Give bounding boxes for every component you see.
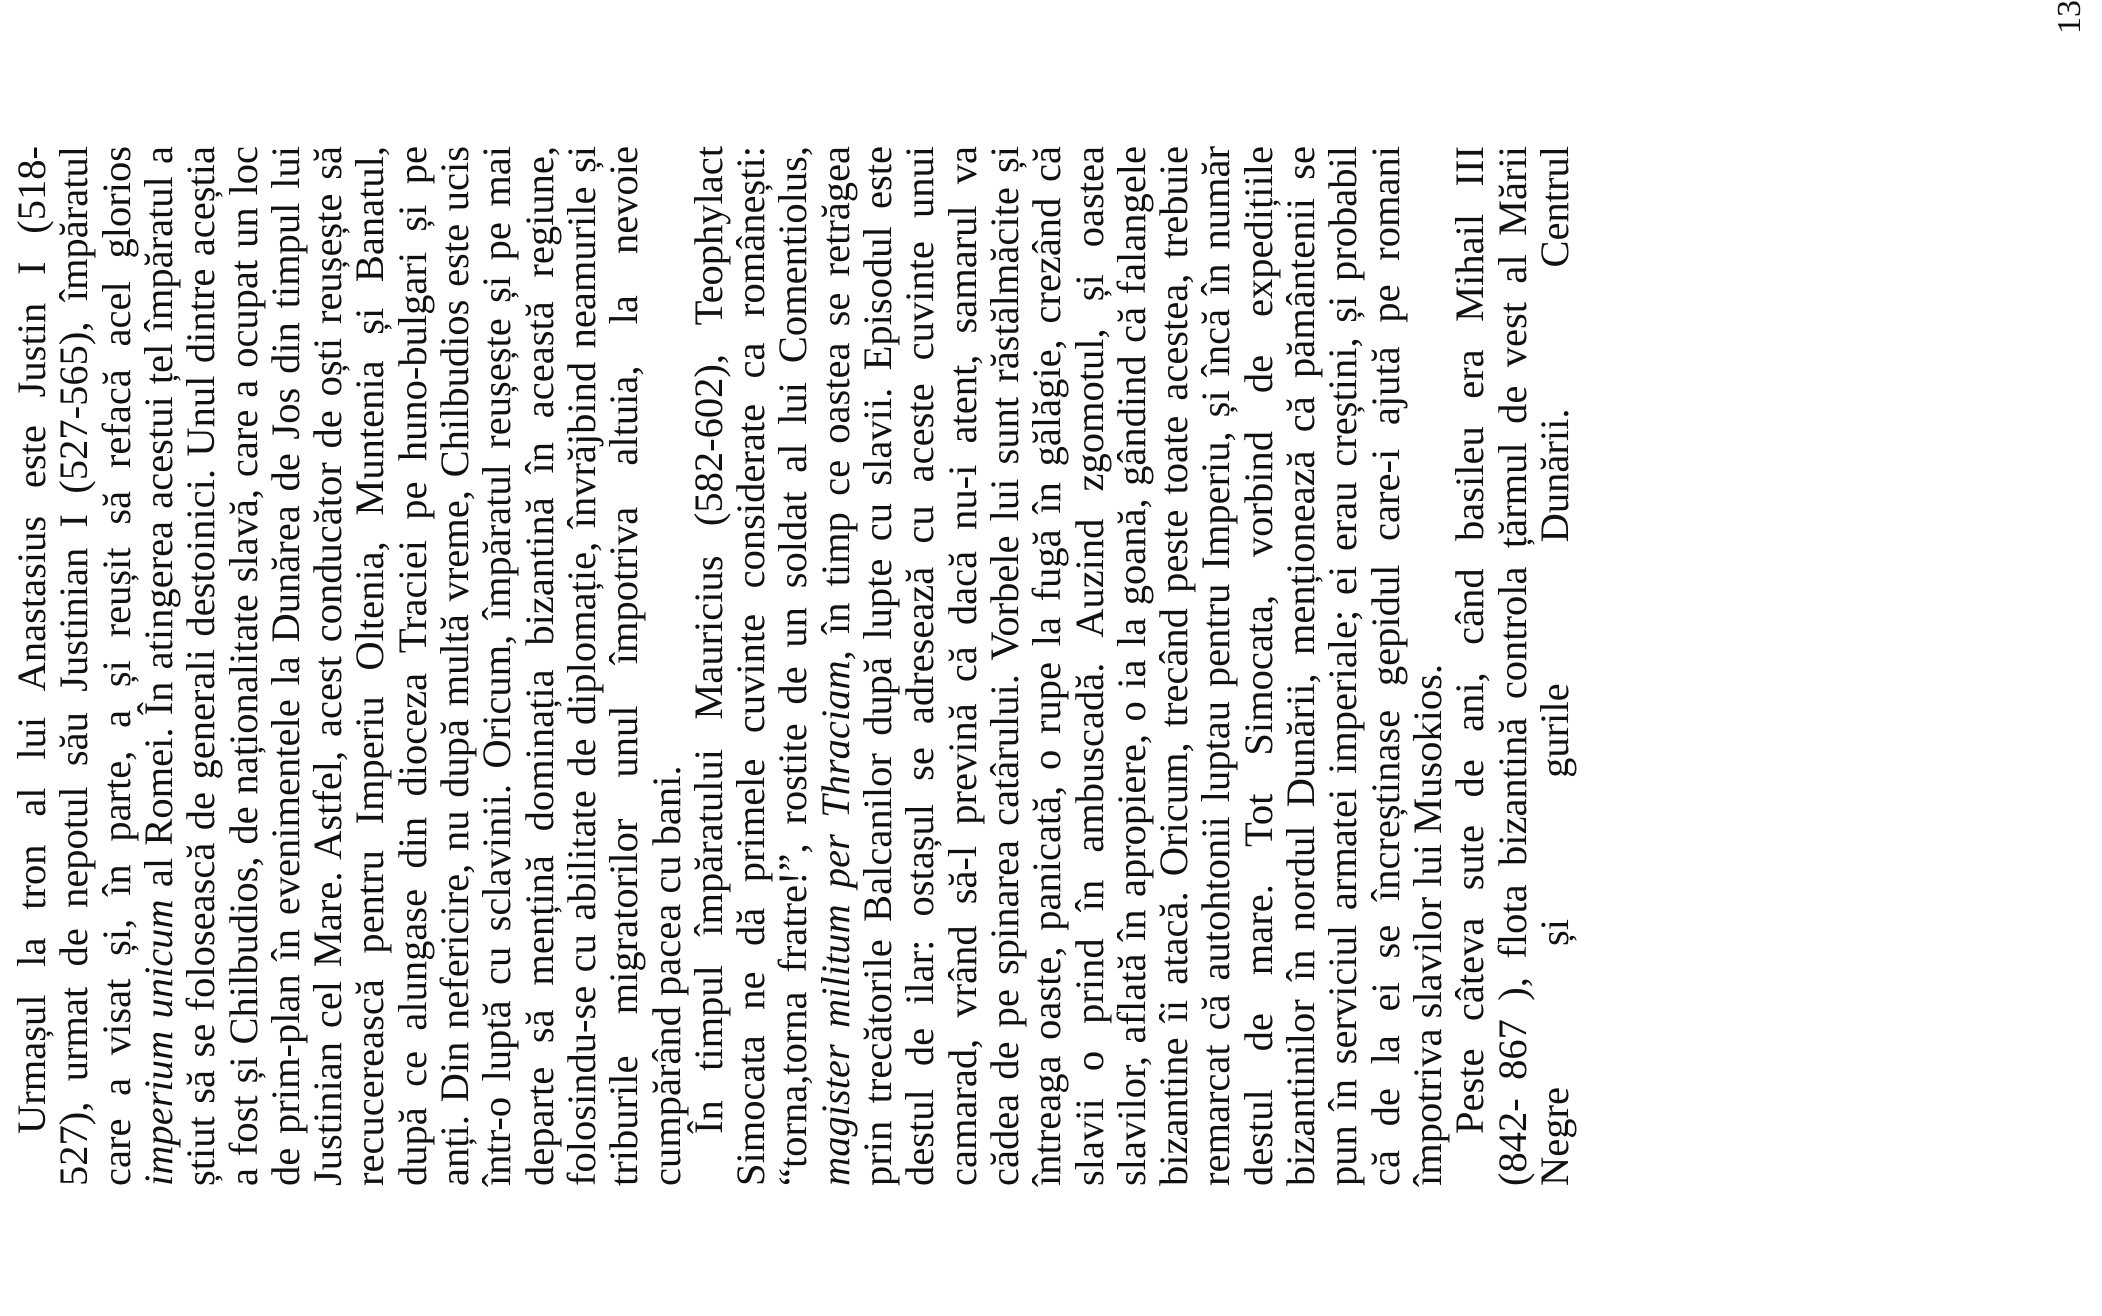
text-line — [1150, 146, 1198, 1186]
line-text: (842- 867 ), flota bizantină controla țărmul de vest al Mării — [1489, 146, 1535, 1186]
line-text: “torna,torna fratre!”, rostite de un soldat al lui Comentiolus, — [770, 146, 816, 1186]
text-line — [1235, 146, 1283, 1186]
text-line — [1531, 146, 1579, 1186]
line-text: a fost și Chilbudios, de naționalitate slavă, care a ocupat un loc — [220, 146, 266, 1186]
line-text: camarad, vrând să-l prevină că dacă nu-i atent, samarul va — [939, 146, 985, 1186]
text-line — [812, 146, 860, 1186]
text-line — [939, 146, 987, 1186]
line-text: Peste câteva sute de ani, când basileu era Mihail III — [1447, 146, 1493, 1134]
text-line — [685, 146, 733, 1134]
text-line — [431, 146, 479, 1186]
line-text: al Romei. În atingerea acestui țel împăratul a — [135, 146, 181, 900]
line-text: cumpărând pacea cu bani. — [643, 765, 689, 1186]
text-line — [177, 146, 225, 1186]
text-line — [769, 146, 817, 1186]
italic-term: magister militum per Thraciam — [812, 660, 858, 1186]
text-line — [1277, 146, 1325, 1186]
line-text: care a visat și, în parte, a și reușit să refacă acel glorios — [93, 146, 139, 1186]
text-line — [981, 146, 1029, 1186]
line-text: întreaga oaste, panicată, o rupe la fugă în gălăgie, crezând că — [1024, 146, 1070, 1186]
line-text: Urmașul la tron al lui Anastasius este Justin I (518- — [9, 146, 54, 1134]
line-text: pun în serviciul armatei imperiale; ei erau creștini, și probabil — [1320, 146, 1366, 1186]
text-line — [1446, 146, 1494, 1134]
line-text: remarcat că autohtonii luptau pentru Imperiu, și încă în număr — [1193, 146, 1239, 1186]
italic-term: imperium unicum — [135, 899, 181, 1186]
line-text: bizantinilor în nordul Dunării, menționează că pământenii se — [1278, 146, 1323, 1186]
line-text: după ce alungase din dioceza Traciei pe huno-bulgari și pe — [389, 146, 435, 1186]
line-text: slavii o prind în ambuscadă. Auzind zgomotul, și oastea — [1066, 146, 1112, 1186]
text-line — [93, 146, 141, 1186]
line-text: destul de mare. Tot Simocata, vorbind de expedițiile — [1235, 146, 1281, 1186]
text-line — [516, 146, 564, 1186]
text-line — [1192, 146, 1240, 1186]
line-text: Negre și gurile Dunării. Centrul — [1531, 146, 1577, 1186]
line-text: slavilor, aflată în apropiere, o ia la goană, gândind că falangele — [1108, 146, 1154, 1186]
line-text: triburile migratorilor unul împotriva altuia, la nevoie — [601, 146, 647, 1186]
text-line — [1319, 146, 1367, 1186]
line-text: 527), urmat de nepotul său Justinian I (527-565), împăratul — [51, 146, 97, 1186]
text-line — [1362, 146, 1410, 1186]
text-line — [896, 146, 944, 1186]
text-line — [643, 146, 691, 1186]
text-line — [389, 146, 437, 1186]
text-line — [50, 146, 98, 1186]
text-line — [304, 146, 352, 1186]
line-text: de prim-plan în evenimentele la Dunărea de Jos din timpul lui — [262, 146, 308, 1186]
line-text: împotriva slavilor lui Musokios. — [1404, 664, 1450, 1186]
text-line — [558, 146, 606, 1186]
text-line — [854, 146, 902, 1186]
line-text: destul de ilar: ostașul se adresează cu aceste cuvinte unui — [897, 146, 943, 1186]
line-text: bizantine îi atacă. Oricum, trecând peste toate acestea, trebuie — [1151, 146, 1197, 1186]
text-line — [1404, 146, 1452, 1186]
line-text: știut să se folosească de generali destoinici. Unul dintre aceștia — [178, 146, 224, 1186]
text-line — [1023, 146, 1071, 1186]
line-text: că de la ei se încreștinase gepidul care-i ajută pe romani — [1362, 146, 1408, 1186]
text-line — [220, 146, 268, 1186]
page-number: 13 — [2051, 0, 2088, 34]
line-text: folosindu-se cu abilitate de diplomație, învrăjbind neamurile și — [558, 146, 604, 1186]
line-text: departe să mențină dominația bizantină în această regiune, — [516, 146, 562, 1186]
text-line — [1489, 146, 1537, 1186]
text-line — [346, 146, 394, 1186]
text-line — [727, 146, 775, 1186]
line-text: într-o luptă cu sclavinii. Oricum, împăratul reușește și pe mai — [474, 146, 520, 1186]
line-text: prin trecătorile Balcanilor după lupte cu slavii. Episodul este — [855, 146, 900, 1186]
text-line — [1108, 146, 1156, 1186]
line-text: cădea de pe spinarea catârului. Vorbele lui sunt răstălmăcite și — [981, 146, 1027, 1186]
line-text: anți. Din nefericire, nu după multă vreme, Chilbudios este ucis — [432, 146, 477, 1186]
text-line — [8, 146, 56, 1134]
text-line — [135, 146, 183, 1186]
line-text: Simocata ne dă primele cuvinte considerate ca românești: — [728, 146, 774, 1186]
line-text: Justinian cel Mare. Astfel, acest conducător de oști reușește să — [305, 146, 351, 1186]
text-line — [1066, 146, 1114, 1186]
text-line — [473, 146, 521, 1186]
line-text: recucerească pentru Imperiu Oltenia, Muntenia și Banatul, — [347, 146, 393, 1186]
line-text: , în timp ce oastea se retrăgea — [812, 146, 858, 661]
text-line — [600, 146, 648, 1186]
line-text: În timpul împăratului Mauricius (582-602), Teophylact — [685, 146, 731, 1134]
text-line — [262, 146, 310, 1186]
